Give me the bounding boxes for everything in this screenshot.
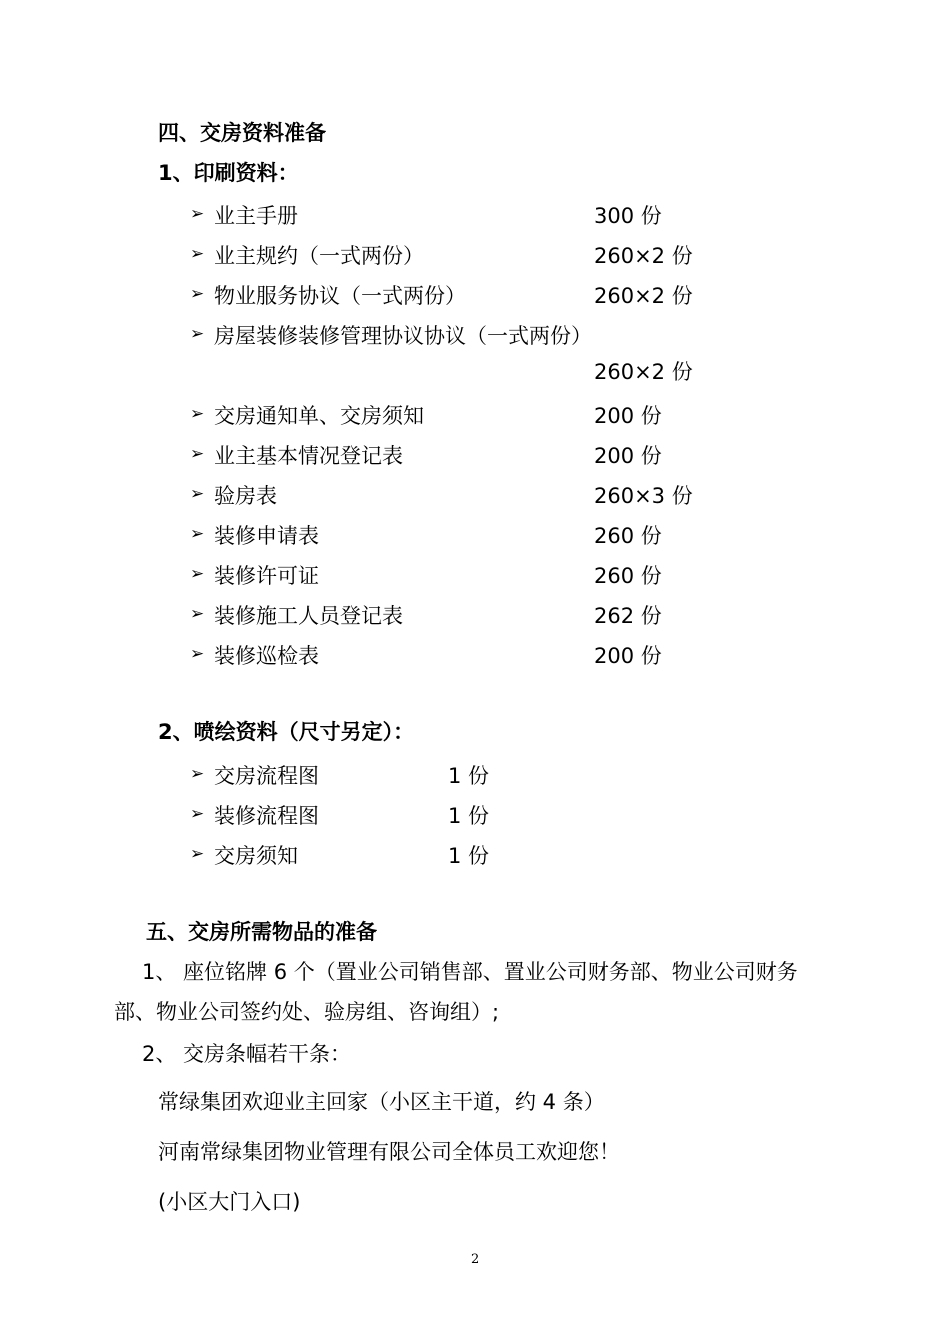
item-name: 验房表 bbox=[214, 484, 277, 508]
item-quantity: 260×2 份 bbox=[594, 360, 693, 384]
arrow-bullet-icon: ➢ bbox=[190, 844, 205, 864]
item-quantity: 260×2 份 bbox=[594, 284, 693, 308]
item-name: 房屋装修装修管理协议协议（一式两份） bbox=[214, 324, 592, 348]
item-1-line-2: 部、物业公司签约处、验房组、咨询组）; bbox=[114, 1000, 500, 1024]
item-name: 业主基本情况登记表 bbox=[214, 444, 403, 468]
item-name: 装修许可证 bbox=[214, 564, 319, 588]
item-name: 装修流程图 bbox=[214, 804, 319, 828]
arrow-bullet-icon: ➢ bbox=[190, 604, 205, 624]
item-quantity: 1 份 bbox=[448, 764, 490, 788]
banner-text-2: 河南常绿集团物业管理有限公司全体员工欢迎您！ bbox=[158, 1140, 620, 1164]
arrow-bullet-icon: ➢ bbox=[190, 324, 205, 344]
item-name: 业主手册 bbox=[214, 204, 298, 228]
item-name: 交房须知 bbox=[214, 844, 298, 868]
item-quantity: 200 份 bbox=[594, 644, 662, 668]
arrow-bullet-icon: ➢ bbox=[190, 644, 205, 664]
item-quantity: 200 份 bbox=[594, 404, 662, 428]
item-name: 装修申请表 bbox=[214, 524, 319, 548]
item-quantity: 262 份 bbox=[594, 604, 662, 628]
item-name: 交房流程图 bbox=[214, 764, 319, 788]
item-name: 装修施工人员登记表 bbox=[214, 604, 403, 628]
arrow-bullet-icon: ➢ bbox=[190, 564, 205, 584]
printed-materials-title: 1、印刷资料： bbox=[158, 161, 299, 185]
banner-2-location-note: (小区大门入口) bbox=[158, 1190, 301, 1214]
page-number: 2 bbox=[471, 1252, 480, 1267]
arrow-bullet-icon: ➢ bbox=[190, 244, 205, 264]
item-name: 物业服务协议（一式两份） bbox=[214, 284, 466, 308]
arrow-bullet-icon: ➢ bbox=[190, 404, 205, 424]
item-quantity: 300 份 bbox=[594, 204, 662, 228]
arrow-bullet-icon: ➢ bbox=[190, 804, 205, 824]
item-name: 交房通知单、交房须知 bbox=[214, 404, 424, 428]
item-quantity: 260 份 bbox=[594, 564, 662, 588]
arrow-bullet-icon: ➢ bbox=[190, 284, 205, 304]
spray-materials-title: 2、喷绘资料（尺寸另定）： bbox=[158, 720, 415, 744]
item-quantity: 1 份 bbox=[448, 804, 490, 828]
arrow-bullet-icon: ➢ bbox=[190, 764, 205, 784]
section-4-title: 四、交房资料准备 bbox=[158, 121, 326, 145]
arrow-bullet-icon: ➢ bbox=[190, 524, 205, 544]
section-5-title: 五、交房所需物品的准备 bbox=[146, 920, 377, 944]
item-quantity: 260 份 bbox=[594, 524, 662, 548]
item-quantity: 1 份 bbox=[448, 844, 490, 868]
item-quantity: 200 份 bbox=[594, 444, 662, 468]
banner-text-1: 常绿集团欢迎业主回家（小区主干道，约 4 条） bbox=[158, 1090, 605, 1114]
item-quantity: 260×2 份 bbox=[594, 244, 693, 268]
arrow-bullet-icon: ➢ bbox=[190, 204, 205, 224]
item-2: 2、 交房条幅若干条： bbox=[142, 1042, 352, 1066]
item-name: 装修巡检表 bbox=[214, 644, 319, 668]
arrow-bullet-icon: ➢ bbox=[190, 444, 205, 464]
item-quantity: 260×3 份 bbox=[594, 484, 693, 508]
item-name: 业主规约（一式两份） bbox=[214, 244, 424, 268]
item-1-line-1: 1、 座位铭牌 6 个（置业公司销售部、置业公司财务部、物业公司财务 bbox=[142, 960, 798, 984]
arrow-bullet-icon: ➢ bbox=[190, 484, 205, 504]
